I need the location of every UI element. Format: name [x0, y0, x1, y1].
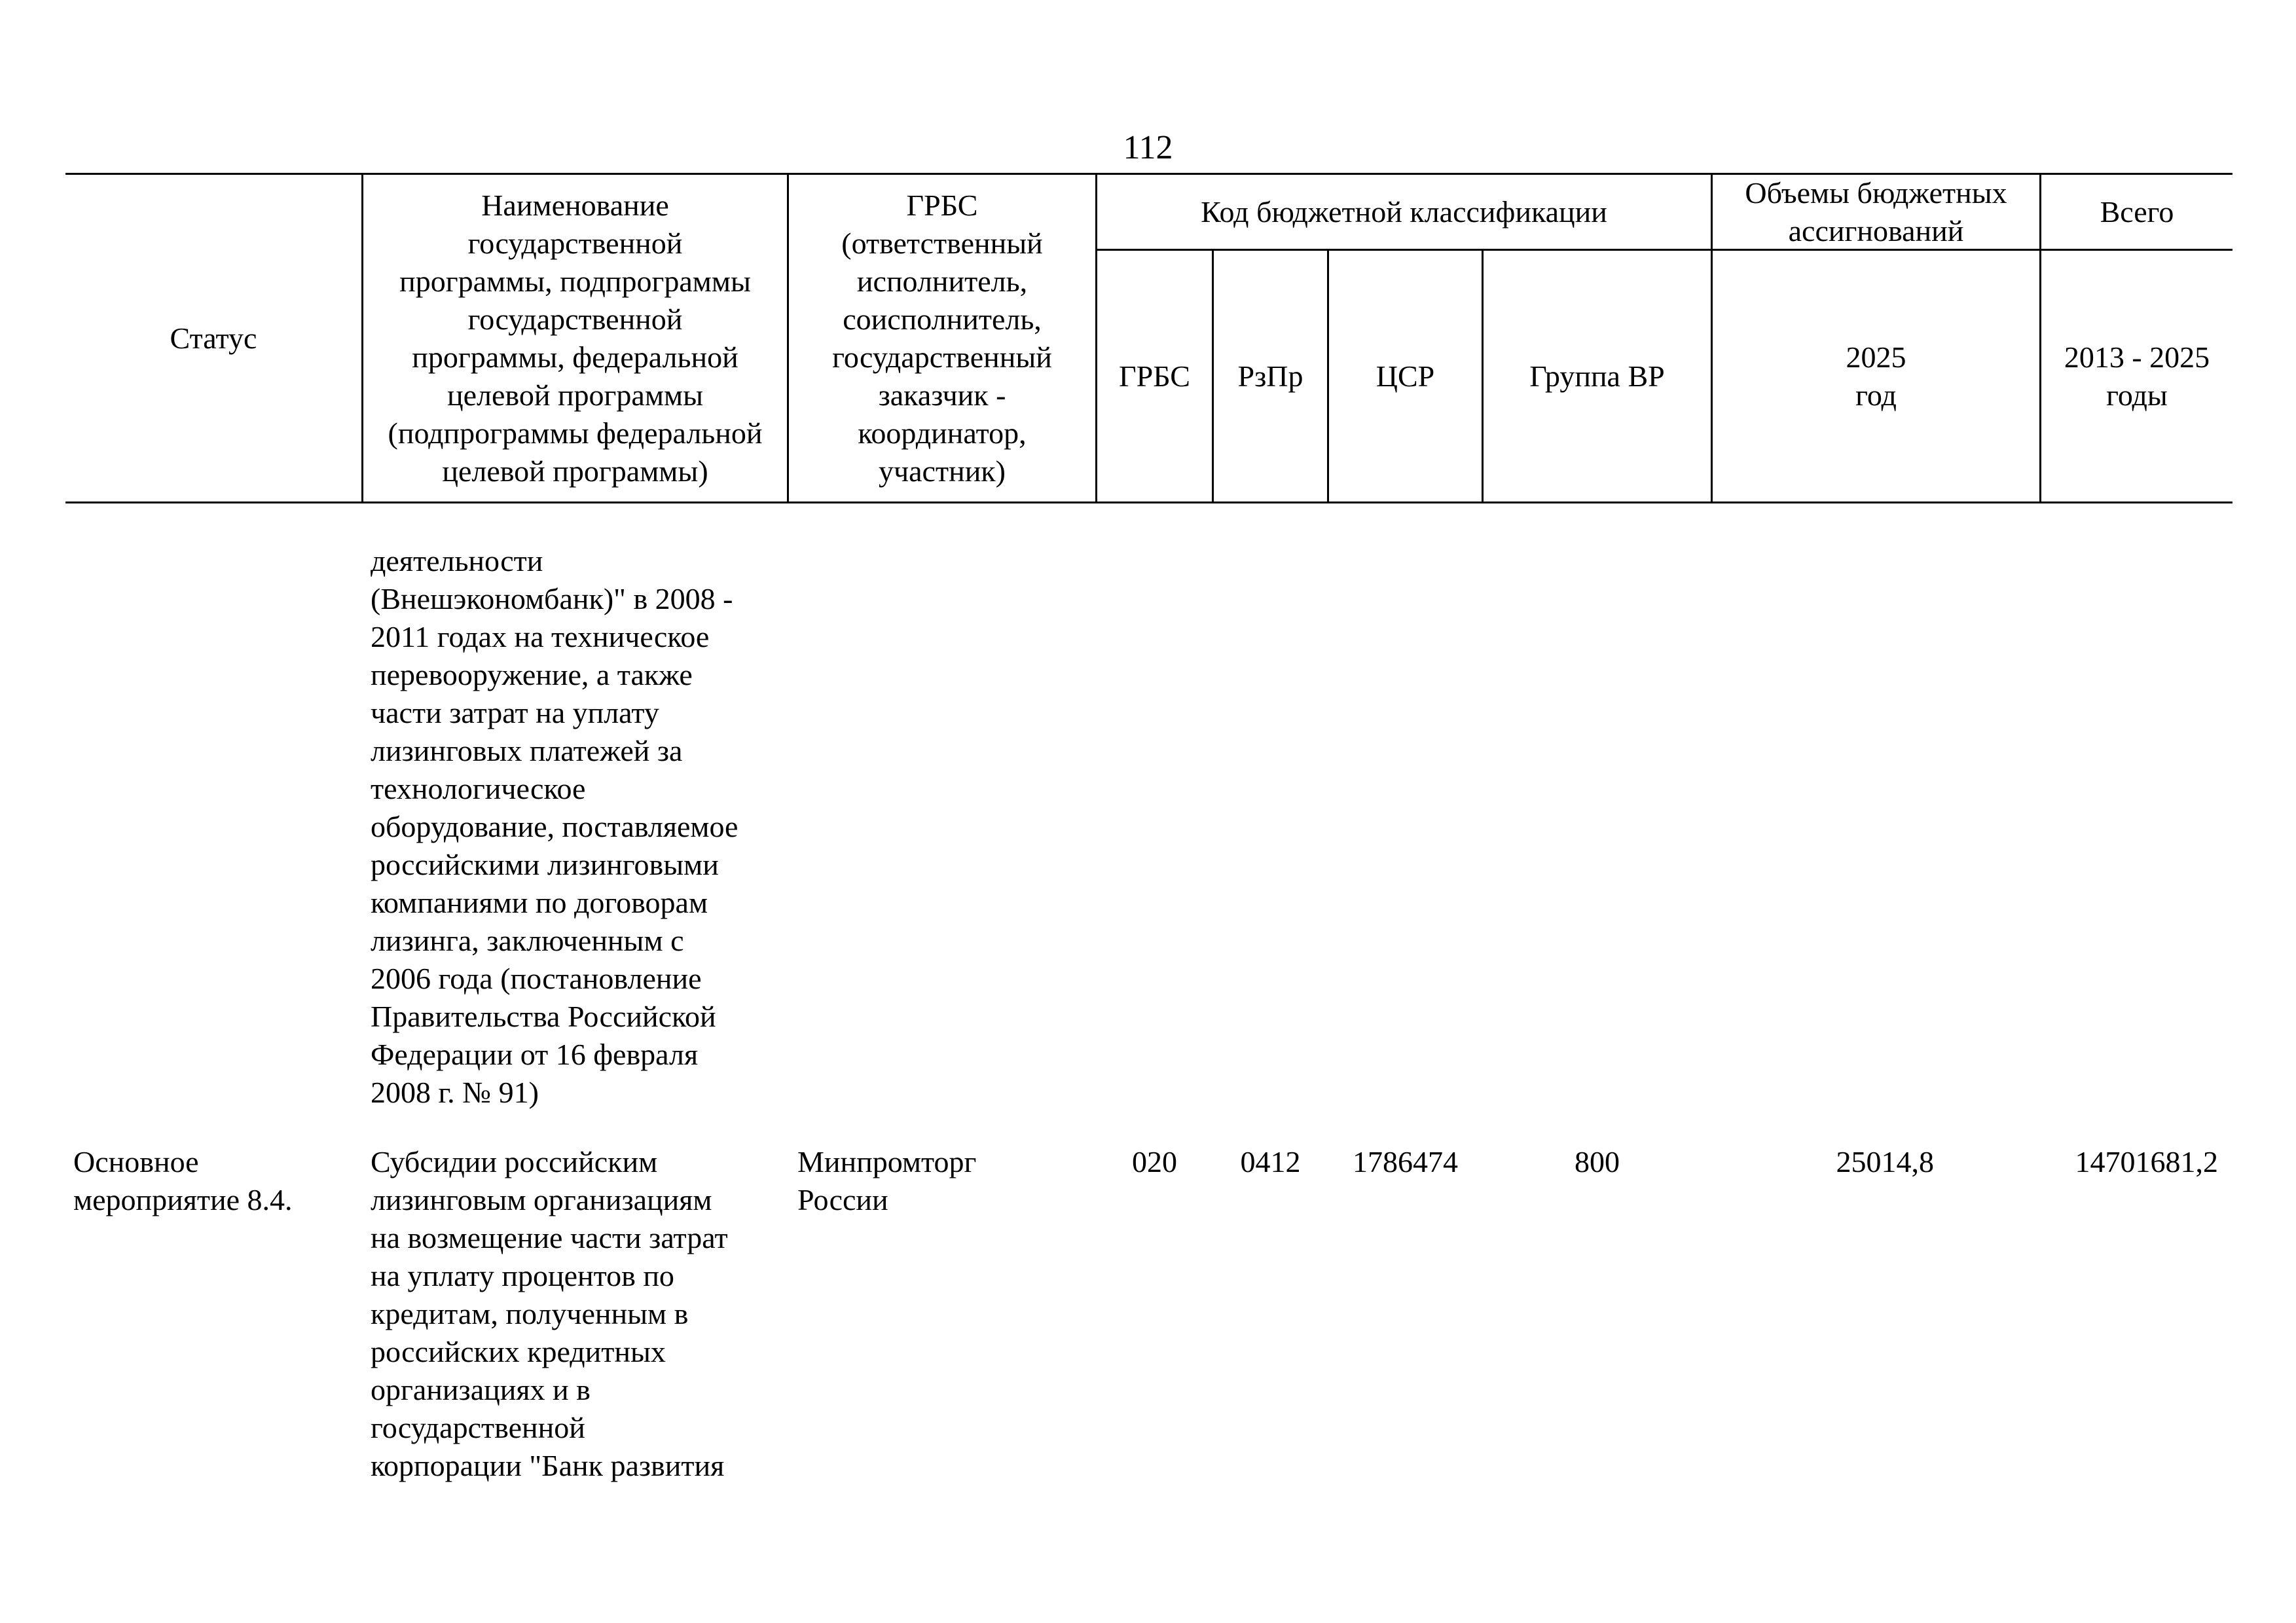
header-year-2025: 2025 год: [1846, 340, 1906, 412]
row-amount-total: 14701681,2: [2075, 1145, 2218, 1178]
row-grbs-name: Минпромторг России: [797, 1145, 977, 1216]
row-vr-group: 800: [1575, 1145, 1620, 1178]
header-total: Всего: [2100, 194, 2174, 228]
row-amount-2025: 25014,8: [1836, 1145, 1934, 1178]
header-allocations: Объемы бюджетных ассигнований: [1745, 175, 2007, 247]
header-grbs: ГРБС: [1119, 359, 1190, 393]
header-vr-group: Группа ВР: [1529, 359, 1665, 393]
row-name: Субсидии российским лизинговым организациям на возмещение части затрат на уплату процентов по кредитам, полученным в российских кредитных организациях и в государственной корпорации "Банк развития: [371, 1145, 728, 1482]
header-budget-code: Код бюджетной классификации: [1201, 194, 1607, 228]
row-status: Основное мероприятие 8.4.: [73, 1145, 293, 1216]
header-rzpr: РзПр: [1237, 359, 1303, 393]
header-years-total: 2013 - 2025 годы: [2064, 340, 2210, 412]
header-grbs-responsible: ГРБС (ответственный исполнитель, соисполнитель, государственный заказчик - координатор, участник): [832, 188, 1052, 488]
row-rzpr: 0412: [1240, 1145, 1301, 1178]
row-grbs-code: 020: [1132, 1145, 1177, 1178]
header-status: Статус: [170, 321, 257, 355]
header-bottom-border: [65, 501, 2232, 503]
page-number: 112: [1123, 129, 1173, 166]
row-csr: 1786474: [1353, 1145, 1458, 1178]
header-program-name: Наименование государственной программы, подпрограммы государственной программы, федеральной целевой программы (подпрограммы федеральной целевой программы): [388, 188, 763, 488]
header-csr: ЦСР: [1376, 359, 1435, 393]
continuation-text: деятельности (Внешэкономбанк)" в 2008 - 2011 годах на техническое перевооружение, а также части затрат на уплату лизинговых платежей за технологическое оборудование, поставляемое российскими лизинговыми компаниями по договорам лизинга, заключенным с 2006 года (постановление Правительства Российской Федерации от 16 февраля 2008 г. № 91): [371, 544, 738, 1109]
